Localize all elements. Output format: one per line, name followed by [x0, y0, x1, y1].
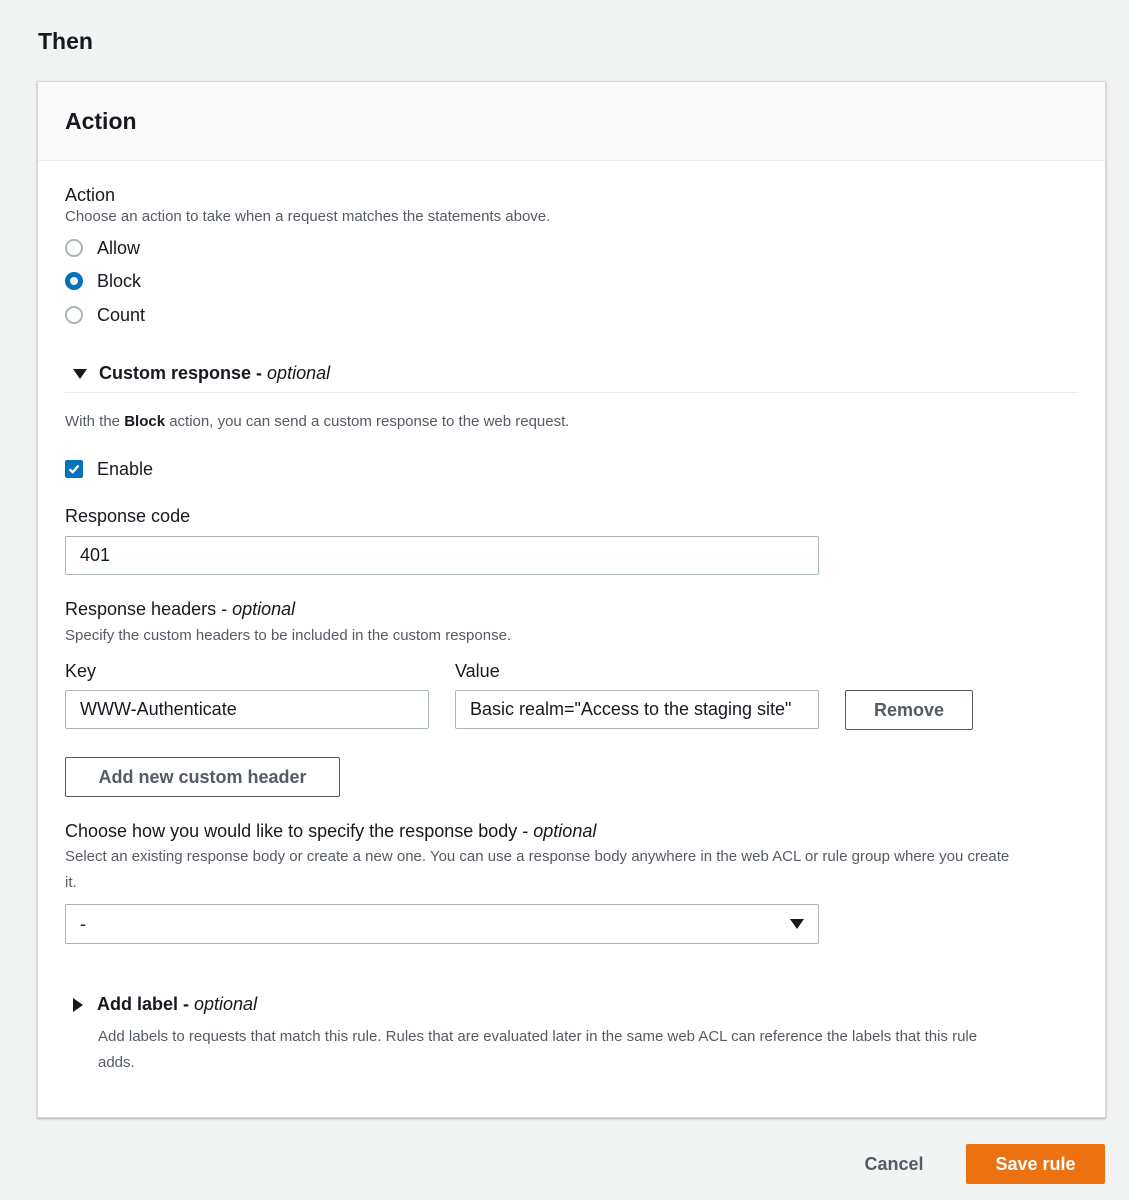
response-code-label: Response code: [65, 506, 191, 526]
checkbox-checked-icon[interactable]: [65, 460, 83, 478]
radio-block[interactable]: [65, 270, 141, 292]
dropdown-caret-icon: [790, 919, 804, 929]
key-label: Key: [65, 661, 97, 681]
add-label-expander[interactable]: [73, 994, 257, 1015]
response-body-label: Choose how you would like to specify the response body - optional: [65, 821, 597, 841]
radio-count-label: Count: [97, 305, 146, 325]
response-body-description: Select an existing response body or create a new one. You can use a response body anywhere in the web ACL or rule group where you create it.: [65, 848, 1010, 891]
caret-right-icon: [73, 998, 83, 1012]
custom-response-description: With the Block action, you can send a custom response to the web request.: [65, 413, 570, 430]
panel-title: Action: [65, 108, 137, 134]
radio-count[interactable]: [65, 304, 145, 326]
custom-response-divider: [65, 392, 1078, 393]
page-heading: Then: [38, 28, 93, 54]
enable-checkbox-row[interactable]: [65, 458, 153, 480]
save-rule-button[interactable]: Save rule: [966, 1144, 1105, 1184]
enable-label: Enable: [97, 459, 154, 479]
response-body-select[interactable]: [65, 904, 819, 944]
response-headers-description: Specify the custom headers to be included in the custom response.: [65, 627, 512, 644]
panel-header: [38, 82, 1105, 161]
action-description: Choose an action to take when a request matches the statements above.: [65, 208, 551, 225]
radio-count-button[interactable]: [65, 306, 83, 324]
value-label: Value: [455, 661, 500, 681]
radio-block-button[interactable]: [65, 272, 83, 290]
action-label: Action: [65, 185, 116, 205]
radio-block-label: Block: [97, 271, 142, 291]
custom-response-title: Custom response - optional: [99, 363, 331, 383]
cancel-button[interactable]: Cancel: [864, 1153, 924, 1174]
add-custom-header-button[interactable]: Add new custom header: [65, 757, 340, 797]
header-value-input[interactable]: Basic realm="Access to the staging site": [455, 690, 819, 729]
radio-allow-label: Allow: [97, 238, 141, 258]
response-code-input[interactable]: 401: [65, 536, 819, 575]
remove-header-button[interactable]: Remove: [845, 690, 973, 730]
add-label-title: Add label - optional: [97, 994, 258, 1014]
caret-down-icon: [73, 369, 87, 379]
response-body-select-value: -: [80, 913, 86, 934]
header-key-input[interactable]: WWW-Authenticate: [65, 690, 429, 729]
custom-response-expander[interactable]: [73, 363, 330, 384]
response-headers-label: Response headers - optional: [65, 599, 296, 619]
add-label-description: Add labels to requests that match this rule. Rules that are evaluated later in the same web ACL can reference the labels that this rule adds.: [98, 1028, 978, 1071]
radio-allow-button[interactable]: [65, 239, 83, 257]
action-panel: [37, 81, 1106, 1118]
radio-allow[interactable]: [65, 237, 140, 259]
